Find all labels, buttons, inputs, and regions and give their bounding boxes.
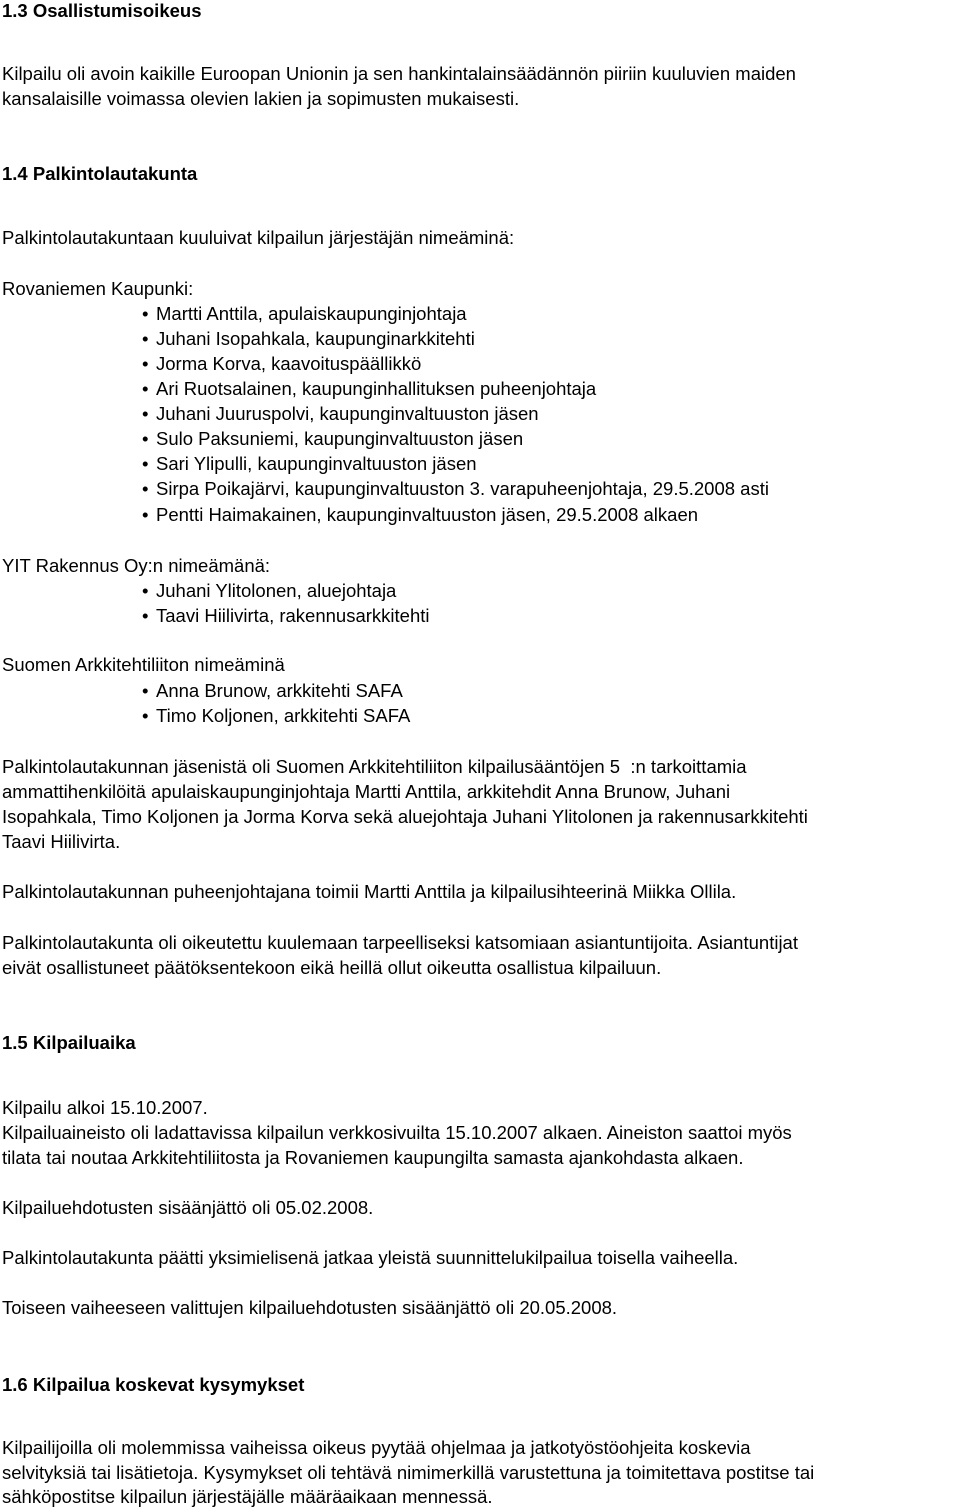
list-item: • Anna Brunow, arkkitehti SAFA bbox=[142, 678, 403, 703]
group-title-rovaniemi: Rovaniemen Kaupunki: bbox=[2, 278, 194, 299]
paragraph-line: selvityksiä tai lisätietoja. Kysymykset oli tehtävä nimimerkillä varustettuna ja toimitettava postitse tai bbox=[2, 1462, 815, 1483]
paragraph-line: kansalaisille voimassa olevien lakien ja sopimusten mukaisesti. bbox=[2, 88, 520, 109]
list-item: • Juhani Juuruspolvi, kaupunginvaltuuston jäsen bbox=[142, 401, 539, 426]
section-heading-1-5: 1.5 Kilpailuaika bbox=[2, 1032, 136, 1053]
paragraph-line: Palkintolautakunta päätti yksimielisenä jatkaa yleistä suunnittelukilpailua toisella vaiheella. bbox=[2, 1247, 739, 1268]
paragraph-line: sähköpostitse kilpailun järjestäjälle määräaikaan mennessä. bbox=[2, 1486, 493, 1507]
list-item: • Sulo Paksuniemi, kaupunginvaltuuston jäsen bbox=[142, 426, 523, 451]
paragraph-line: Palkintolautakuntaan kuuluivat kilpailun järjestäjän nimeäminä: bbox=[2, 227, 515, 248]
list-item: • Taavi Hiilivirta, rakennusarkkitehti bbox=[142, 603, 430, 628]
list-item: • Juhani Ylitolonen, aluejohtaja bbox=[142, 578, 396, 603]
list-item: • Sirpa Poikajärvi, kaupunginvaltuuston 3. varapuheenjohtaja, 29.5.2008 asti bbox=[142, 476, 769, 501]
group-title-safa: Suomen Arkkitehtiliiton nimeäminä bbox=[2, 654, 285, 675]
list-item: • Pentti Haimakainen, kaupunginvaltuuston jäsen, 29.5.2008 alkaen bbox=[142, 502, 698, 527]
group-title-yit: YIT Rakennus Oy:n nimeämänä: bbox=[2, 555, 271, 576]
section-heading-1-6: 1.6 Kilpailua koskevat kysymykset bbox=[2, 1374, 305, 1395]
paragraph-line: Taavi Hiilivirta. bbox=[2, 831, 121, 852]
section-heading-1-3: 1.3 Osallistumisoikeus bbox=[2, 0, 202, 21]
paragraph-line: Kilpailijoilla oli molemmissa vaiheissa oikeus pyytää ohjelmaa ja jatkotyöstöohjeita koskevia bbox=[2, 1437, 751, 1458]
paragraph-line: Kilpailuaineisto oli ladattavissa kilpailun verkkosivuilta 15.10.2007 alkaen. Aineiston saattoi myös bbox=[2, 1122, 792, 1143]
list-item: • Timo Koljonen, arkkitehti SAFA bbox=[142, 703, 410, 728]
paragraph-line: Palkintolautakunnan puheenjohtajana toimii Martti Anttila ja kilpailusihteerinä Miikka Ollila. bbox=[2, 881, 737, 902]
list-item: • Juhani Isopahkala, kaupunginarkkitehti bbox=[142, 326, 475, 351]
list-item: • Ari Ruotsalainen, kaupunginhallituksen puheenjohtaja bbox=[142, 376, 596, 401]
list-item: • Jorma Korva, kaavoituspäällikkö bbox=[142, 351, 421, 376]
list-item: • Sari Ylipulli, kaupunginvaltuuston jäsen bbox=[142, 451, 477, 476]
paragraph-line: eivät osallistuneet päätöksentekoon eikä heillä ollut oikeutta osallistua kilpailuun. bbox=[2, 957, 662, 978]
paragraph-line: tilata tai noutaa Arkkitehtiliitosta ja Rovaniemen kaupungilta samasta ajankohdasta alkaen. bbox=[2, 1147, 744, 1168]
paragraph-line: ammattihenkilöitä apulaiskaupunginjohtaja Martti Anttila, arkkitehdit Anna Brunow, Juhani bbox=[2, 781, 731, 802]
paragraph-line: Isopahkala, Timo Koljonen ja Jorma Korva sekä aluejohtaja Juhani Ylitolonen ja rakennusarkkitehti bbox=[2, 806, 808, 827]
paragraph-line: Toiseen vaiheeseen valittujen kilpailuehdotusten sisäänjättö oli 20.05.2008. bbox=[2, 1297, 618, 1318]
paragraph-line: Palkintolautakunta oli oikeutettu kuulemaan tarpeelliseksi katsomiaan asiantuntijoita. Asiantuntijat bbox=[2, 932, 798, 953]
paragraph-line: Kilpailu alkoi 15.10.2007. bbox=[2, 1097, 208, 1118]
list-item: • Martti Anttila, apulaiskaupunginjohtaja bbox=[142, 301, 467, 326]
paragraph-line: Kilpailuehdotusten sisäänjättö oli 05.02.2008. bbox=[2, 1197, 374, 1218]
section-heading-1-4: 1.4 Palkintolautakunta bbox=[2, 163, 198, 184]
paragraph-line: Kilpailu oli avoin kaikille Euroopan Unionin ja sen hankintalainsäädännön piiriin kuuluvien maiden bbox=[2, 63, 796, 84]
paragraph-line: Palkintolautakunnan jäsenistä oli Suomen Arkkitehtiliiton kilpailusääntöjen 5 :n tarkoittamia bbox=[2, 756, 747, 777]
